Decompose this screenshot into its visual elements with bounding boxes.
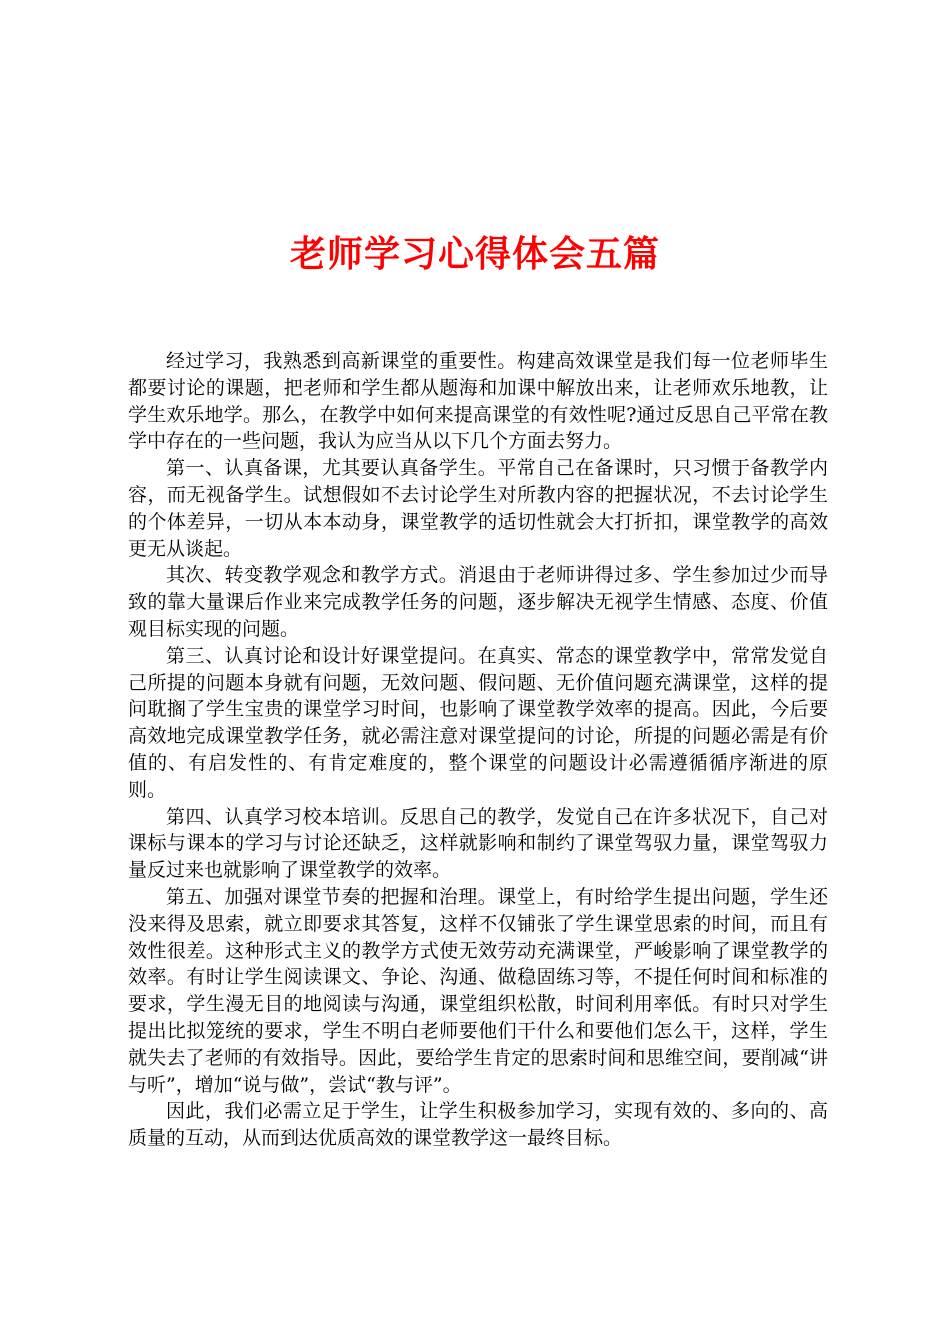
paragraph-point-2: 其次、转变教学观念和教学方式。消退由于老师讲得过多、学生参加过少而导致的靠大量课后作业来完成教学任务的问题，逐步解决无视学生情感、态度、价值观目标实现的问题。 — [128, 564, 828, 640]
paragraph-point-5: 第五、加强对课堂节奏的把握和治理。课堂上，有时给学生提出问题，学生还没来得及思索，就立即要求其答复，这样不仅铺张了学生课堂思索的时间，而且有效性很差。这种形式主义的教学方式使无效劳动充满课堂，严峻影响了课堂教学的效率。有时让学生阅读课文、争论、沟通、做稳固练习等，不提任何时间和标准的要求，学生漫无目的地阅读与沟通，课堂组织松散，时间利用率低。有时只对学生提出比拟笼统的要求，学生不明白老师要他们干什么和要他们怎么干，这样，学生就失去了老师的有效指导。因此，要给学生肯定的思索时间和思维空间，要削减“讲与听”，增加“说与做”，尝试“教与评”。 — [128, 885, 828, 1096]
document-title: 老师学习心得体会五篇 — [289, 234, 660, 276]
paragraph-point-4: 第四、认真学习校本培训。反思自己的教学，发觉自己在许多状况下，自己对课标与课本的学习与讨论还缺乏，这样就影响和制约了课堂驾驭力量，课堂驾驭力量反过来也就影响了课堂教学的效率。 — [128, 805, 828, 882]
paragraph-point-1: 第一、认真备课，尤其要认真备学生。平常自己在备课时，只习惯于备教学内容，而无视备学生。试想假如不去讨论学生对所教内容的把握状况，不去讨论学生的个体差异，一切从本本动身，课堂教学的适切性就会大打折扣，课堂教学的高效更无从谈起。 — [128, 457, 828, 560]
paragraph-conclusion: 因此，我们必需立足于学生，让学生积极参加学习，实现有效的、多向的、高质量的互动，从而到达优质高效的课堂教学这一最终目标。 — [128, 1100, 828, 1150]
paragraph-point-3: 第三、认真讨论和设计好课堂提问。在真实、常态的课堂教学中，常常发觉自己所提的问题本身就有问题，无效问题、假问题、无价值问题充满课堂，这样的提问耽搁了学生宝贵的课堂学习时间，也影响了课堂教学效率的提高。因此，今后要高效地完成课堂教学任务，就必需注意对课堂提问的讨论，所提的问题必需是有价值的、有启发性的、有肯定难度的，整个课堂的问题设计必需遵循循序渐进的原则。 — [128, 644, 828, 801]
document-body — [128, 348, 828, 1152]
paragraph-intro: 经过学习，我熟悉到高新课堂的重要性。构建高效课堂是我们每一位老师毕生都要讨论的课题，把老师和学生都从题海和加课中解放出来，让老师欢乐地教，让学生欢乐地学。那么，在教学中如何来提高课堂的有效性呢?通过反思自己平常在教学中存在的一些问题，我认为应当从以下几个方面去努力。 — [128, 350, 828, 453]
